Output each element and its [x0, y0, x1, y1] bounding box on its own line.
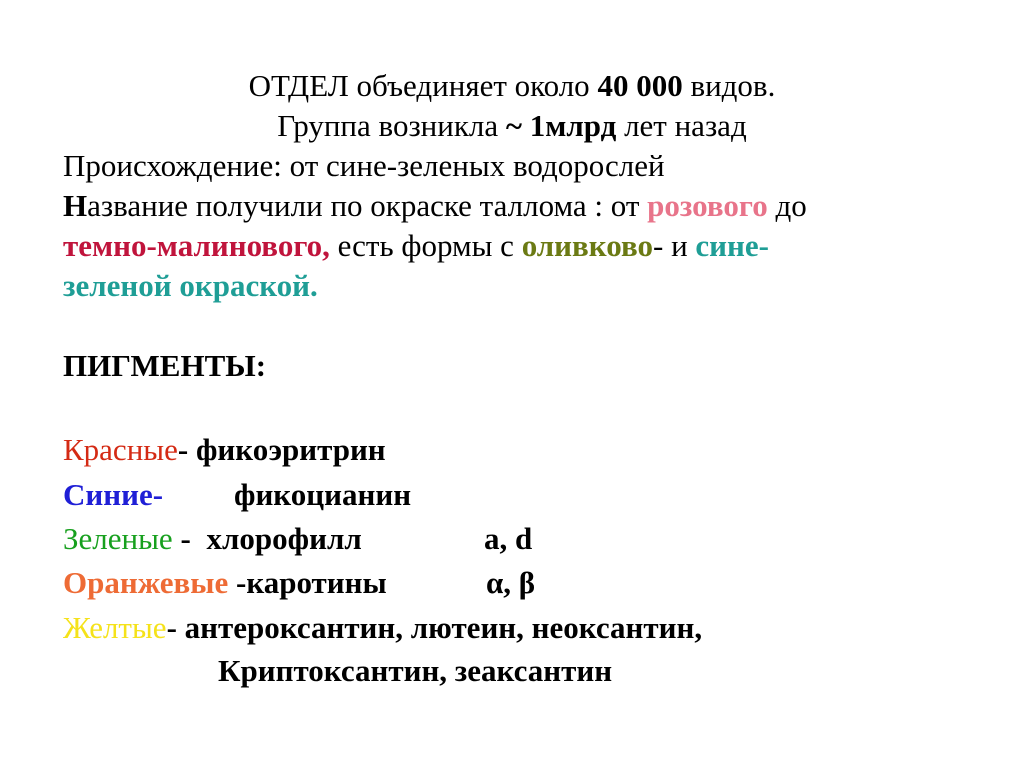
- intro-l2-a: Группа возникла: [277, 108, 506, 143]
- pigment-row-orange: [63, 563, 387, 603]
- pigment-name: антероксантин, лютеин, неоксантин,: [184, 610, 703, 645]
- word-pink: розового: [647, 188, 768, 223]
- word-teal-1: сине-: [695, 228, 769, 263]
- pigment-extra-orange: α, β: [486, 565, 536, 600]
- species-count: 40 000: [597, 68, 683, 103]
- pigment-color-orange: Оранжевые: [63, 565, 229, 600]
- age-value: ~ 1млрд: [505, 108, 617, 143]
- intro-l5-d: - и: [653, 228, 696, 263]
- intro-line-6: зеленой окраской.: [63, 268, 318, 303]
- pigment-color-blue: Синие-: [63, 477, 164, 512]
- pigment-continuation: Криптоксантин, зеаксантин: [218, 653, 613, 688]
- pigment-sep: -: [177, 432, 196, 467]
- intro-l1-c: видов.: [682, 68, 776, 103]
- pigment-color-red: Красные: [63, 432, 178, 467]
- pigment-sep: -: [228, 565, 247, 600]
- pigment-color-green: Зеленые: [63, 521, 173, 556]
- pigment-extra-green: а, d: [484, 521, 533, 556]
- pigment-sep: -: [166, 610, 185, 645]
- intro-l2-c: лет назад: [616, 108, 747, 143]
- pigment-row-blue: [63, 475, 163, 515]
- intro-line-4: [63, 186, 807, 226]
- pigment-name: фикоэритрин: [195, 432, 386, 467]
- pigment-name: каротины: [246, 565, 387, 600]
- intro-l5-b: есть формы с: [329, 228, 522, 263]
- intro-l1-a: ОТДЕЛ объединяет около: [248, 68, 598, 103]
- pigment-row-red: [63, 430, 386, 470]
- word-olive: оливково: [521, 228, 653, 263]
- intro-l4-d: до: [767, 188, 807, 223]
- intro-line-5: [63, 226, 769, 266]
- pigment-row-yellow: [63, 608, 702, 648]
- intro-line-2: [0, 106, 1024, 146]
- word-crimson: темно-малинового,: [63, 228, 330, 263]
- pigment-color-yellow: Желтые: [63, 610, 167, 645]
- pigment-name-blue: фикоцианин: [234, 477, 412, 512]
- pigment-name: хлорофилл: [206, 521, 362, 556]
- intro-line-1: [0, 66, 1024, 106]
- pigment-row-green: [63, 519, 362, 559]
- intro-l4-b: азвание получили по окраске таллома : от: [87, 188, 648, 223]
- intro-line-3: Происхождение: от сине-зеленых водорослей: [63, 148, 665, 183]
- pigments-heading: ПИГМЕНТЫ:: [63, 348, 267, 383]
- pigment-sep: -: [172, 521, 199, 556]
- intro-l4-initial: Н: [63, 188, 88, 223]
